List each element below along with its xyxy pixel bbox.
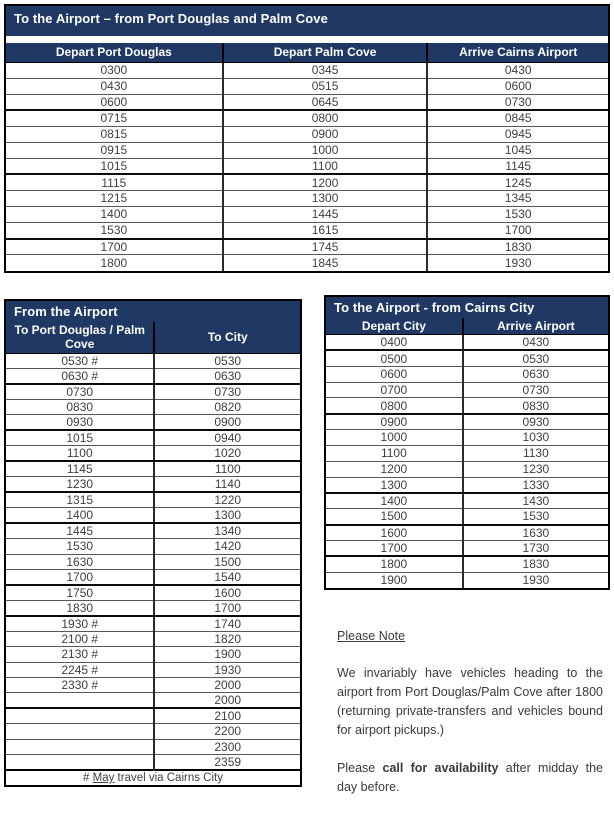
time-cell: 1900 [326,572,463,588]
time-cell: 0800 [326,398,463,414]
time-cell: 0830 [6,399,154,414]
time-cell: 1130 [463,445,608,461]
time-cell: 1530 [6,539,154,554]
time-cell: 1340 [154,523,300,539]
time-cell: 1745 [223,239,428,255]
time-cell: 0430 [463,335,608,351]
time-cell: 0730 [427,94,608,110]
time-cell: 1045 [427,142,608,158]
time-cell: 0930 [6,415,154,431]
table-row [326,398,608,414]
table-row [326,414,608,430]
time-cell: 1015 [6,158,223,174]
table-row [6,110,608,126]
time-cell: 0500 [326,350,463,366]
time-cell: 1900 [154,647,300,662]
footnote-underlined-word: May [92,771,115,784]
table-row [326,382,608,398]
table-row [6,492,300,508]
time-cell: 1200 [326,461,463,477]
time-cell: 1800 [6,255,223,271]
time-cell: 0900 [154,415,300,431]
time-cell [6,739,154,754]
table-row [6,430,300,446]
table-title: To the Airport - from Cairns City [326,297,608,318]
note-paragraph-2-prefix: Please [337,761,383,775]
column-header: Depart Palm Cove [223,43,428,62]
time-cell: 0630 [154,368,300,384]
note-paragraph-2 [337,759,603,797]
time-cell: 1930 [463,572,608,588]
time-cell: 1700 [326,540,463,556]
time-cell: 0645 [223,94,428,110]
table-row [326,350,608,366]
time-cell: 1445 [6,523,154,539]
table-row [6,368,300,384]
table-row [6,78,608,94]
table-row [6,539,300,554]
time-cell: 0345 [223,62,428,78]
table-row [6,174,608,190]
header-row [326,318,608,335]
time-cell: 0700 [326,382,463,398]
timetable-table [6,322,300,785]
time-cell: 1700 [154,600,300,616]
please-note-section [337,629,603,816]
time-cell: 0630 [463,366,608,382]
table-row [6,142,608,158]
time-cell: 0530 # [6,353,154,368]
column-header: To City [154,322,300,353]
table-row [6,94,608,110]
time-cell: 0830 [463,398,608,414]
table-row [6,585,300,601]
time-cell: 1830 [6,600,154,616]
table-row [326,477,608,493]
time-cell: 1500 [326,509,463,525]
time-cell: 0600 [427,78,608,94]
note-paragraph-1: We invariably have vehicles heading to the airport from Port Douglas/Palm Cove after 1800 (returning private-transfers and vehicles bound for airport pickups.) [337,666,603,737]
time-cell: 1400 [326,493,463,509]
time-cell: 1100 [326,445,463,461]
time-cell: 2200 [154,724,300,739]
time-cell: 1345 [427,190,608,206]
time-cell: 1030 [463,430,608,446]
table-row [6,477,300,493]
time-cell: 0820 [154,399,300,414]
time-cell: 0800 [223,110,428,126]
table-row [326,556,608,572]
time-cell: 1215 [6,190,223,206]
table-row [6,190,608,206]
time-cell: 2000 [154,693,300,709]
time-cell: 1100 [6,446,154,462]
time-cell: 1445 [223,206,428,222]
table-row [326,335,608,351]
table-row [326,525,608,541]
time-cell: 1000 [223,142,428,158]
time-cell: 0900 [326,414,463,430]
time-cell: 0900 [223,126,428,142]
table-row [6,677,300,692]
time-cell [6,708,154,724]
time-cell: 1700 [6,569,154,585]
time-cell: 2300 [154,739,300,754]
time-cell: 1750 [6,585,154,601]
time-cell: 2245 # [6,662,154,677]
timetable-table [6,43,608,271]
time-cell: 1145 [6,461,154,477]
table-row [326,461,608,477]
table-row [326,509,608,525]
time-cell: 1830 [427,239,608,255]
timetable-table [326,318,608,588]
time-cell: 1400 [6,508,154,524]
time-cell: 2130 # [6,647,154,662]
time-cell: 2330 # [6,677,154,692]
time-cell: 1115 [6,174,223,190]
time-cell: 0300 [6,62,223,78]
table-row [6,399,300,414]
table-footnote [6,770,300,785]
column-header: To Port Douglas / Palm Cove [6,322,154,353]
time-cell: 0630 # [6,368,154,384]
table-row [6,631,300,646]
column-header: Depart City [326,318,463,335]
time-cell: 1540 [154,569,300,585]
time-cell: 1615 [223,222,428,238]
time-cell: 1230 [6,477,154,493]
time-cell: 1140 [154,477,300,493]
time-cell: 1600 [154,585,300,601]
time-cell: 0715 [6,110,223,126]
time-cell: 0945 [427,126,608,142]
time-cell: 1100 [223,158,428,174]
time-cell: 1600 [326,525,463,541]
table-row [6,126,608,142]
time-cell: 1000 [326,430,463,446]
table-row [6,461,300,477]
table-row [326,572,608,588]
time-cell: 1930 [427,255,608,271]
time-cell: 1420 [154,539,300,554]
time-cell: 1740 [154,616,300,632]
time-cell: 0815 [6,126,223,142]
timetable-to-airport-port-douglas-palm-cove [4,4,610,273]
note-paragraph-2-suffix: after midday the day before. [337,761,603,794]
time-cell: 1230 [463,461,608,477]
note-heading: Please Note [337,629,406,643]
time-cell: 1530 [463,509,608,525]
column-header: Arrive Cairns Airport [427,43,608,62]
time-cell: 1300 [154,508,300,524]
time-cell: 2000 [154,677,300,692]
time-cell: 1820 [154,631,300,646]
table-row [6,724,300,739]
time-cell: 1500 [154,554,300,569]
time-cell: 1200 [223,174,428,190]
time-cell: 0400 [326,335,463,351]
time-cell: 0845 [427,110,608,126]
time-cell: 1015 [6,430,154,446]
time-cell: 1930 # [6,616,154,632]
time-cell [6,754,154,770]
table-row [6,523,300,539]
table-row [6,206,608,222]
time-cell: 1430 [463,493,608,509]
time-cell: 1100 [154,461,300,477]
time-cell: 1220 [154,492,300,508]
time-cell: 1300 [223,190,428,206]
table-row [6,662,300,677]
table-row [6,600,300,616]
time-cell: 0600 [6,94,223,110]
title-gap [6,36,608,43]
time-cell: 0430 [6,78,223,94]
table-row [6,384,300,400]
time-cell: 1145 [427,158,608,174]
table-row [6,739,300,754]
column-header: Arrive Airport [463,318,608,335]
time-cell: 0730 [6,384,154,400]
time-cell: 2359 [154,754,300,770]
column-header: Depart Port Douglas [6,43,223,62]
table-row [326,540,608,556]
header-row [6,43,608,62]
time-cell [6,693,154,709]
time-cell: 0730 [463,382,608,398]
time-cell: 0930 [463,414,608,430]
note-bold-phrase: call for availability [382,761,499,775]
table-row [326,366,608,382]
table-row [6,647,300,662]
footnote-row [6,770,300,785]
time-cell: 1830 [463,556,608,572]
time-cell: 1245 [427,174,608,190]
time-cell: 1530 [427,206,608,222]
time-cell: 0600 [326,366,463,382]
time-cell: 1400 [6,206,223,222]
table-row [6,693,300,709]
table-row [6,222,608,238]
timetable-from-airport [4,299,302,787]
table-row [6,239,608,255]
footnote-prefix: # [83,771,93,784]
table-row [6,508,300,524]
table-row [326,430,608,446]
table-row [6,446,300,462]
table-row [326,445,608,461]
time-cell: 1630 [6,554,154,569]
table-row [6,554,300,569]
header-row [6,322,300,353]
time-cell: 0530 [463,350,608,366]
time-cell: 0940 [154,430,300,446]
time-cell: 1330 [463,477,608,493]
table-row [6,158,608,174]
table-row [326,493,608,509]
time-cell: 1730 [463,540,608,556]
time-cell: 0430 [427,62,608,78]
table-row [6,616,300,632]
table-row [6,569,300,585]
table-title: From the Airport [6,301,300,322]
footnote-suffix: travel via Cairns City [114,771,223,784]
time-cell: 0530 [154,353,300,368]
timetable-to-airport-cairns-city [324,295,610,590]
time-cell: 0915 [6,142,223,158]
time-cell: 1530 [6,222,223,238]
time-cell: 1020 [154,446,300,462]
time-cell: 1700 [427,222,608,238]
time-cell: 1630 [463,525,608,541]
time-cell: 2100 # [6,631,154,646]
time-cell: 1845 [223,255,428,271]
table-title: To the Airport – from Port Douglas and Palm Cove [6,6,608,36]
table-row [6,415,300,431]
time-cell [6,724,154,739]
time-cell: 2100 [154,708,300,724]
time-cell: 1315 [6,492,154,508]
time-cell: 1800 [326,556,463,572]
table-row [6,708,300,724]
time-cell: 0730 [154,384,300,400]
table-row [6,754,300,770]
time-cell: 1930 [154,662,300,677]
table-row [6,353,300,368]
time-cell: 0515 [223,78,428,94]
table-row [6,62,608,78]
table-row [6,255,608,271]
time-cell: 1300 [326,477,463,493]
time-cell: 1700 [6,239,223,255]
